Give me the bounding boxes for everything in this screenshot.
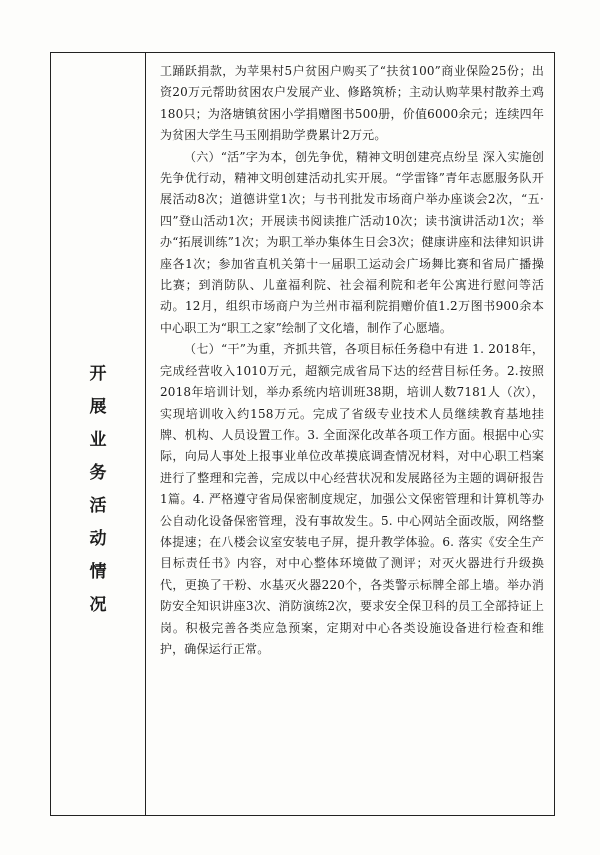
section-label [51, 358, 145, 622]
section-label-char: 活 [89, 496, 107, 516]
activity-table [50, 52, 555, 816]
paragraph-section-seven: （七）“干”为重，齐抓共管，各项目标任务稳中有进 1. 2018年，完成经营收入1010万元，超额完成省局下达的经营目标任务。2.按照2018年培训计划，举办系统内培训班38期，培训人数7181人（次），实现培训收入约158万元。完成了省级专业技术人员继续教育基地挂牌、机构、人员设置工作。3. 全面深化改革各项工作方面。根据中心实际，向局人事处上报事业单位改革摸底调查情况材料，对中心职工档案进行了整理和完善，完成以中心经营状况和发展路径为主题的调研报告1篇。4. 严格遵守省局保密制度规定，加强公文保密管理和计算机等办公自动化设备保密管理，没有事故发生。5. 中心网站全面改版，网络整体提速；在八楼会议室安装电子屏，提升教学体验。6. 落实《安全生产目标责任书》内容，对中心整体环境做了测评；对灭火器进行升级换代，更换了干粉、水基灭火器220个，各类警示标牌全部上墙。举办消防安全知识讲座3次、消防演练2次，要求安全保卫科的员工全部持证上岗。积极完善各类应急预案，定期对中心各类设施设备进行检查和维护，确保运行正常。 [160, 342, 544, 656]
content-cell [146, 53, 554, 815]
section-label-char: 开 [89, 364, 107, 384]
section-label-char: 情 [89, 562, 107, 582]
section-label-char: 业 [89, 430, 107, 450]
section-label-char: 动 [89, 529, 107, 549]
section-label-char: 展 [89, 397, 107, 417]
paragraph-section-six: （六）“活”字为本，创先争优，精神文明创建亮点纷呈 深入实施创先争优行动，精神文明创建活动扎实开展。“学雷锋”青年志愿服务队开展活动8次；道德讲堂1次；与书刊批发市场商户举办座谈会2次，“五·四”登山活动1次；开展读书阅读推广活动10次；读书演讲活动1次；举办“拓展训练”1次；为职工举办集体生日会3次；健康讲座和法律知识讲座各1次；参加省直机关第十一届职工运动会广场舞比赛和省局广播操比赛；到消防队、儿童福利院、社会福利院和老年公寓进行慰问等活动。12月，组织市场商户为兰州市福利院捐赠价值1.2万图书900余本中心职工为“职工之家”绘制了文化墙，制作了心愿墙。 [160, 149, 544, 335]
section-label-char: 务 [89, 463, 107, 483]
paragraph-continuation: 工踊跃捐款，为苹果村5户贫困户购买了“扶贫100”商业保险25份；出资20万元帮助贫困农户发展产业、修路筑桥；主动认购苹果村散养土鸡180只；为洛塘镇贫困小学捐赠图书500册，价值6000余元；连续四年为贫困大学生马玉刚捐助学费累计2万元。 [160, 64, 544, 143]
section-label-cell [51, 53, 146, 815]
section-label-char: 况 [89, 595, 107, 615]
